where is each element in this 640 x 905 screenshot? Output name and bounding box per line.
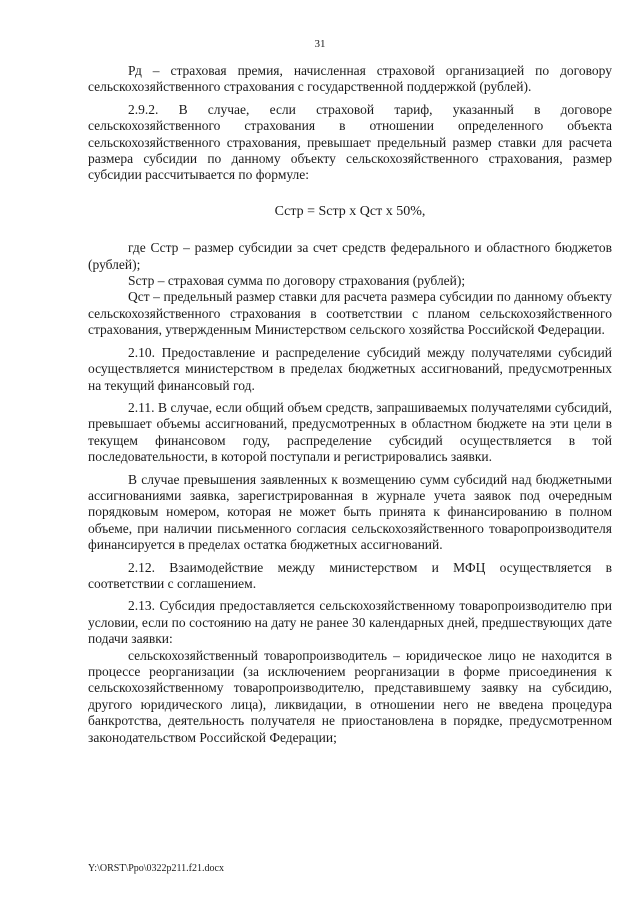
paragraph: Рд – страховая премия, начисленная страховой организацией по договору сельскохозяйственного страхования с государственной поддержкой (рублей). xyxy=(88,63,612,95)
paragraph: где Сстр – размер субсидии за счет средств федерального и областного бюджетов (рублей); xyxy=(88,240,612,272)
paragraph: сельскохозяйственный товаропроизводитель – юридическое лицо не находится в процессе реорганизации (за исключением реорганизации в форме присоединения к сельскохозяйственному товаропроизводителю, представившему заявку на субсидию, другого юридического лица), ликвидации, в отношении него не введена процедура банкротства, деятельность получателя не приостановлена в порядке, предусмотренном законодательством Российской Федерации; xyxy=(88,647,612,745)
page-number: 31 xyxy=(314,38,326,50)
footer-file-path: Y:\ORST\Ppo\0322p211.f21.docx xyxy=(88,863,224,874)
paragraph: 2.9.2. В случае, если страховой тариф, указанный в договоре сельскохозяйственного страхования в отношении определенного объекта сельскохозяйственного страхования, превышает предельный размер ставки для расчета размера субсидии по данному объекту сельскохозяйственного страхования, размер субсидии рассчитывается по формуле: xyxy=(88,101,612,183)
paragraph: 2.10. Предоставление и распределение субсидий между получателями субсидий осуществляется министерством в пределах бюджетных ассигнований, предусмотренных на текущий финансовый год. xyxy=(88,344,612,393)
paragraph: Sстр – страховая сумма по договору страхования (рублей); xyxy=(128,273,466,289)
paragraph: 2.13. Субсидия предоставляется сельскохозяйственному товаропроизводителю при условии, если по состоянию на дату не ранее 30 календарных дней, предшествующих дате подачи заявки: xyxy=(88,598,612,647)
paragraph: Qст – предельный размер ставки для расчета размера субсидии по данному объекту сельскохозяйственного страхования в соответствии с планом сельскохозяйственного страхования, утвержденным Министерством сельского хозяйства Российской Федерации. xyxy=(88,289,612,338)
document-body xyxy=(88,63,612,746)
paragraph: В случае превышения заявленных к возмещению сумм субсидий над бюджетными ассигнованиями заявка, зарегистрированная в журнале учета заявок под очередным порядковым номером, которая не может быть принята к финансированию в полном объеме, при наличии письменного согласия сельскохозяйственного товаропроизводителя финансируется в пределах остатка бюджетных ассигнований. xyxy=(88,471,612,553)
paragraph: 2.12. Взаимодействие между министерством и МФЦ осуществляется в соответствии с соглашением. xyxy=(88,559,612,591)
formula: Сстр = Sстр x Qст x 50%, xyxy=(274,203,426,219)
paragraph: 2.11. В случае, если общий объем средств, запрашиваемых получателями субсидий, превышает объемы ассигнований, предусмотренных в областном бюджете на эти цели в текущем финансовом году, распределение субсидий осуществляется в той последовательности, в которой поступали и регистрировались заявки. xyxy=(88,399,612,465)
